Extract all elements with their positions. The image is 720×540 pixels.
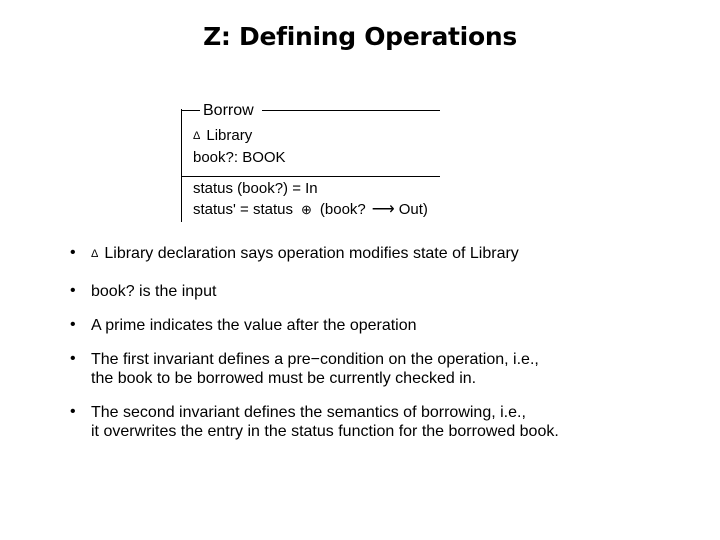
delta-icon: Δ [193,130,201,142]
bullet-2-text: book? is the input [91,283,217,300]
schema-predicate-1: status (book?) = In [193,180,318,197]
schema-input-declaration: book?: BOOK [193,149,286,166]
predicate-2-left: status' = status [193,201,293,218]
schema-top-border-right [262,110,440,111]
bullet-icon: • [70,403,76,420]
bullet-icon: • [70,282,76,299]
bullet-3-text: A prime indicates the value after the operation [91,317,417,334]
z-schema-box [181,102,443,222]
maplet-arrow-icon: ⟶ [371,201,393,218]
slide-title: Z: Defining Operations [203,22,517,51]
delta-icon: Δ [91,248,99,260]
schema-name: Borrow [203,102,254,119]
bullet-5-line-1: The second invariant defines the semantics of borrowing, i.e., [91,404,526,421]
bullet-icon: • [70,316,76,333]
bullet-icon: • [70,350,76,367]
schema-predicate-2 [193,199,428,219]
schema-left-border [181,109,182,222]
schema-state-name: Library [206,127,253,144]
bullet-5-line-2: it overwrites the entry in the status function for the borrowed book. [91,423,559,440]
predicate-2-close: Out) [398,201,428,218]
schema-divider [181,176,440,177]
bullet-icon: • [70,244,76,261]
bullet-5-text [91,403,691,441]
schema-top-border-left [181,110,200,111]
bullet-text-1 [91,244,691,265]
bullet-4-text [91,350,691,388]
bullet-4-line-1: The first invariant defines a pre−condition on the operation, i.e., [91,351,539,368]
schema-delta-declaration [193,127,252,144]
predicate-2-open: (book? [319,201,366,218]
bullet-1-text: Library declaration says operation modifies state of Library [104,245,519,262]
override-operator-icon: ⊕ [301,202,312,217]
bullet-4-line-2: the book to be borrowed must be currently checked in. [91,370,477,387]
